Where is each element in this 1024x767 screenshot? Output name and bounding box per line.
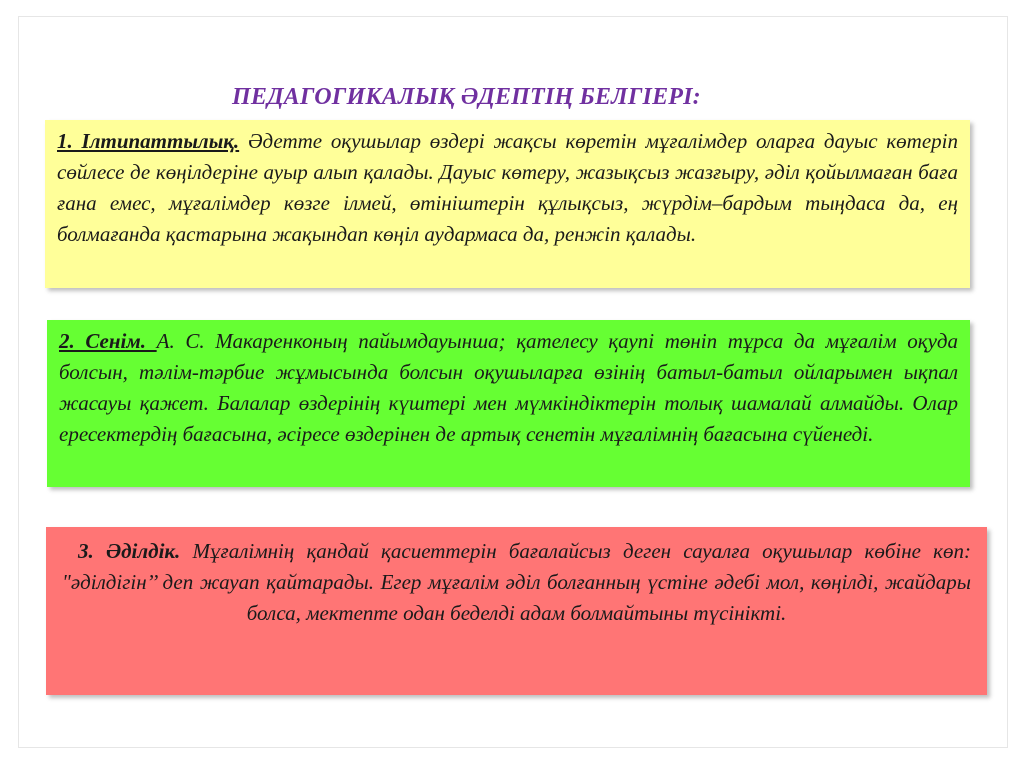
- section-fairness: [46, 527, 987, 695]
- section-trust-text: А. С. Макаренконың пайымдауынша; қателесу қаупі төніп тұрса да мұғалім оқуда болсын, тәлім-тәрбие жұмысында болсын оқушыларға өзінің батыл-батыл ойларымен ықпал жасауы қажет. Балалар өздерінің күштері мен мүмкіндіктерін толық шамалай алмайды. Олар ересектердің бағасына, әсіресе өздерінен де артық сенетін мұғалімнің бағасына сүйенеді.: [59, 329, 958, 446]
- section-fairness-body: [62, 536, 971, 629]
- slide-title: ПЕДАГОГИКАЛЫҚ ӘДЕПТІҢ БЕЛГІЕРІ:: [232, 84, 701, 110]
- section-fairness-text: Мұғалімнің қандай қасиеттерін бағалайсыз деген сауалға оқушылар көбіне көп: "әділдігін’’ деп жауап қайтарады. Егер мұғалім әділ болғанның үстіне әдебі мол, көңілді, жайдары болса, мектепте одан беделді адам болмайтыны түсінікті.: [62, 539, 972, 625]
- section-trust: [47, 320, 970, 487]
- section-politeness-text: Әдетте оқушылар өздері жақсы көретін мұғалімдер оларға дауыс көтеріп сөйлесе де көңілдеріне ауыр алып қалады. Дауыс көтеру, жазықсыз жазғыру, әділ қойылмаған баға ғана емес, мұғалімдер көзге ілмей, өтініштерін құлықсыз, жүрдім–бардым тыңдаса да, ең болмағанда қастарына жақындап көңіл аудармаса да, ренжіп қалады.: [57, 129, 958, 246]
- section-fairness-heading: 3. Әділдік.: [78, 539, 181, 563]
- section-politeness-body: [57, 126, 958, 250]
- section-trust-body: [59, 326, 958, 450]
- section-politeness: [45, 120, 970, 288]
- section-trust-heading: 2. Сенім.: [59, 329, 157, 353]
- section-politeness-heading: 1. Ілтипаттылық.: [57, 129, 240, 153]
